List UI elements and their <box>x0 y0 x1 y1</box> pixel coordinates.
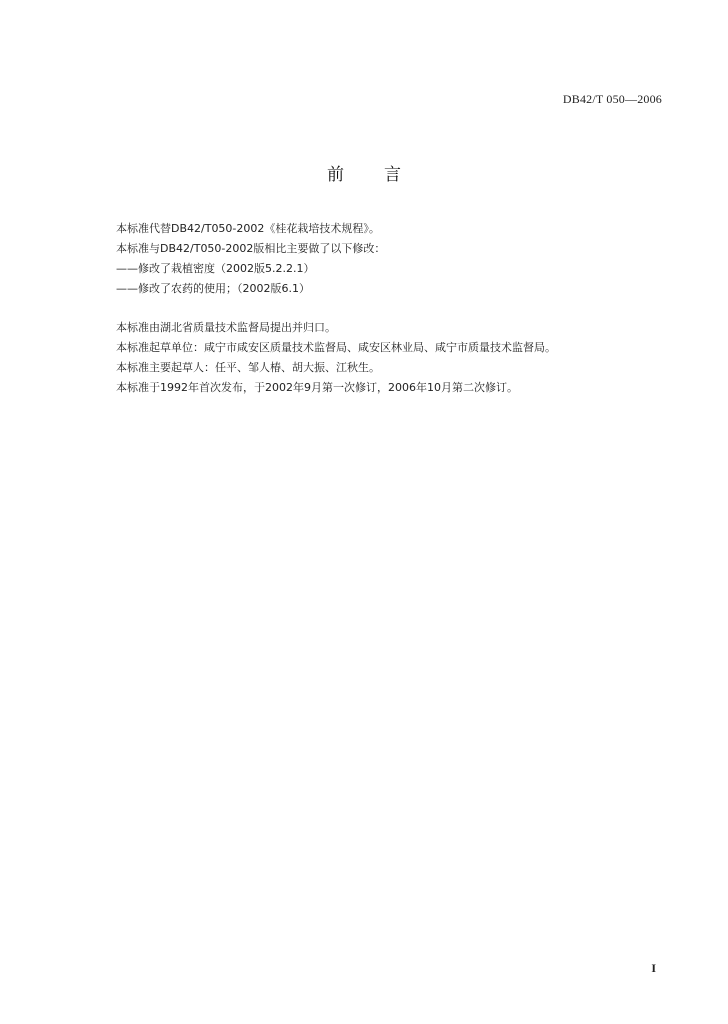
replacement-statement: 本标准代替DB42/T050-2002《桂花栽培技术规程》。 <box>116 222 380 235</box>
proposer-statement: 本标准由湖北省质量技术监督局提出并归口。 <box>116 321 336 334</box>
drafters: 本标准主要起草人：任平、邹人椿、胡大振、江秋生。 <box>116 361 380 374</box>
change-item: ——修改了栽植密度（2002版5.2.2.1） <box>116 262 315 275</box>
page-title: 前言 <box>327 165 441 185</box>
document-code: DB42/T 050—2006 <box>562 92 662 106</box>
release-history: 本标准于1992年首次发布，于2002年9月第一次修订，2006年10月第二次修订。 <box>116 381 518 394</box>
revision-notes <box>116 219 676 299</box>
page-number: I <box>651 961 656 975</box>
change-item: ——修改了农药的使用；（2002版6.1） <box>116 282 310 295</box>
drafting-units: 本标准起草单位：咸宁市咸安区质量技术监督局、咸安区林业局、咸宁市质量技术监督局。 <box>116 341 556 354</box>
drafting-info <box>116 318 676 398</box>
changes-intro: 本标准与DB42/T050-2002版相比主要做了以下修改： <box>116 242 386 255</box>
